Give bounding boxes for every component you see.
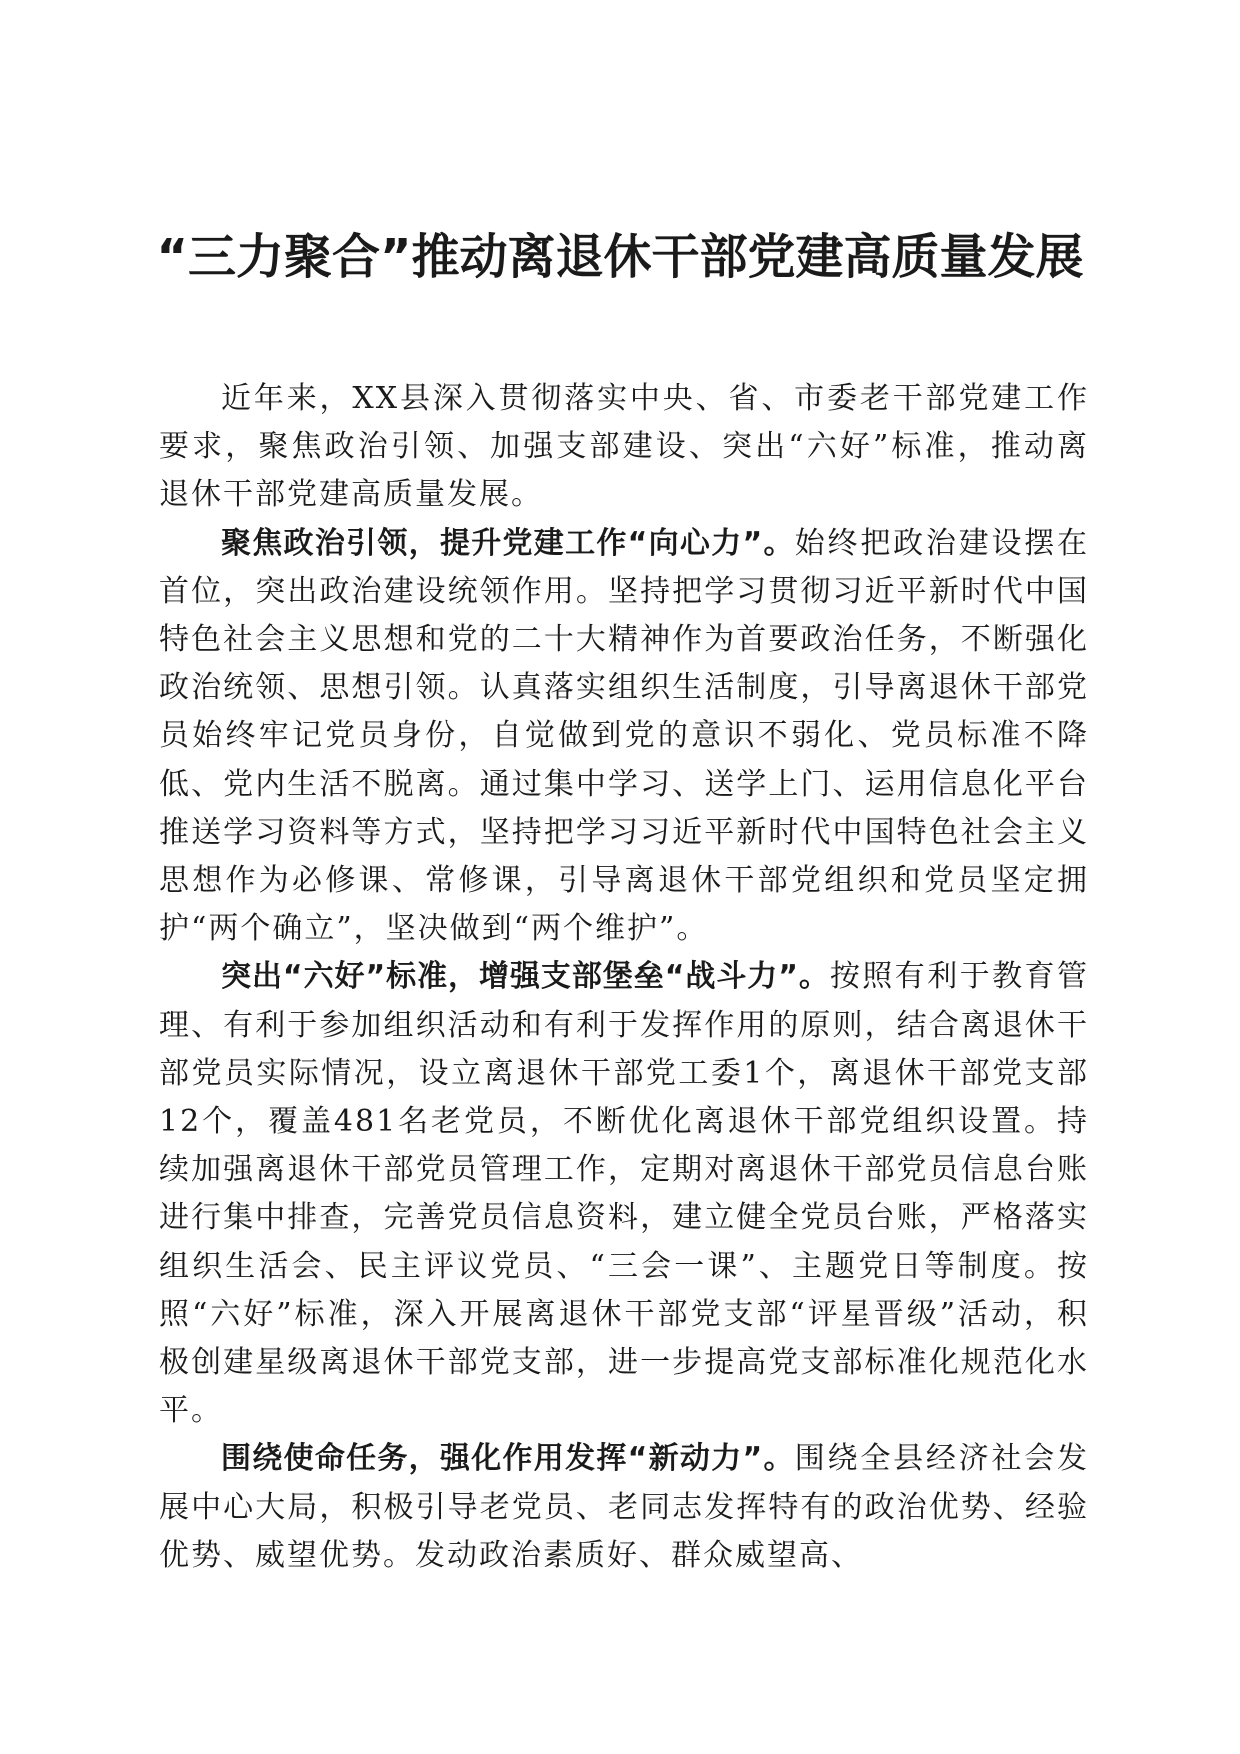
document-title: “三力聚合”推动离退休干部党建高质量发展 (156, 229, 1084, 285)
section-paragraph (159, 953, 1089, 1435)
document-body (159, 375, 1089, 1580)
section-heading: 围绕使命任务，强化作用发挥“新动力”。 (221, 1441, 795, 1477)
section-paragraph (159, 1435, 1089, 1580)
section-text: 围绕全县经济社会发展中心大局，积极引导老党员、老同志发挥特有的政治优势、经验优势、威望优势。发动政治素质好、群众威望高、 (159, 1441, 1090, 1573)
intro-paragraph: 近年来，XX县深入贯彻落实中央、省、市委老干部党建工作要求，聚焦政治引领、加强支部建设、突出“六好”标准，推动离退休干部党建高质量发展。 (159, 381, 1089, 513)
section-text: 按照有利于教育管理、有利于参加组织活动和有利于发挥作用的原则，结合离退休干部党员实际情况，设立离退休干部党工委1个，离退休干部党支部12个，覆盖481名老党员，不断优化离退休干部党组织设置。持续加强离退休干部党员管理工作，定期对离退休干部党员信息台账进行集中排查，完善党员信息资料，建立健全党员台账，严格落实组织生活会、民主评议党员、“三会一课”、主题党日等制度。按照“六好”标准，深入开展离退休干部党支部“评星晋级”活动，积极创建星级离退休干部党支部，进一步提高党支部标准化规范化水平。 (159, 959, 1089, 1429)
section-heading: 突出“六好”标准，增强支部堡垒“战斗力”。 (221, 959, 830, 995)
section-text: 始终把政治建设摆在首位，突出政治建设统领作用。坚持把学习贯彻习近平新时代中国特色社会主义思想和党的二十大精神作为首要政治任务，不断强化政治统领、思想引领。认真落实组织生活制度，引导离退休干部党员始终牢记党员身份，自觉做到党的意识不弱化、党员标准不降低、党内生活不脱离。通过集中学习、送学上门、运用信息化平台推送学习资料等方式，坚持把学习习近平新时代中国特色社会主义思想作为必修课、常修课，引导离退休干部党组织和党员坚定拥护“两个确立”，坚决做到“两个维护”。 (159, 525, 1090, 947)
section-paragraph (159, 520, 1089, 954)
section-heading: 聚焦政治引领，提升党建工作“向心力”。 (221, 525, 795, 561)
